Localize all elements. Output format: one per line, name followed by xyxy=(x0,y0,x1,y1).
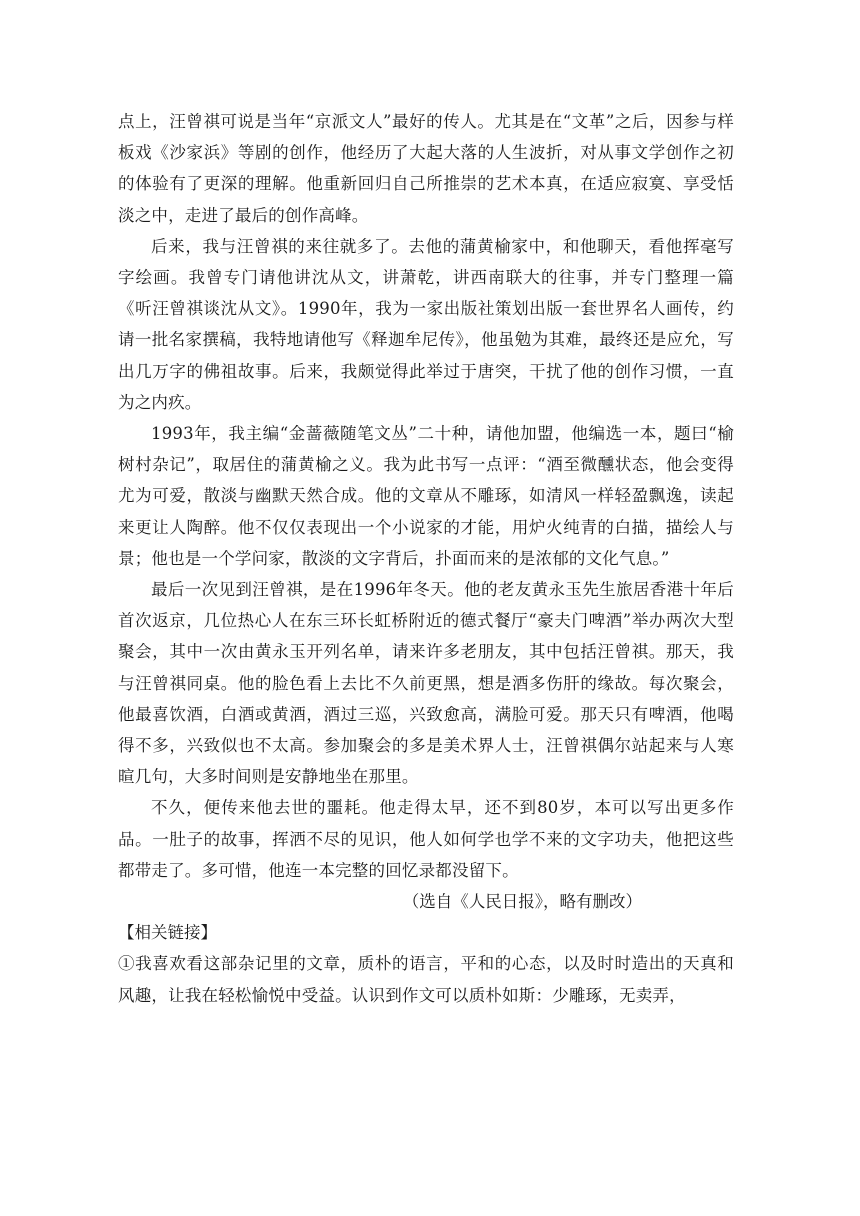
paragraph: 1993年，我主编“金蔷薇随笔文丛”二十种，请他加盟，他编选一本，题曰“榆树村杂记”，取居住的蒲黄榆之义。我为此书写一点评：“酒至微醺状态，他会变得尤为可爱，散淡与幽默天然合成。他的文章从不雕琢，如清风一样轻盈飘逸，读起来更让人陶醉。他不仅仅表现出一个小说家的才能，用炉火纯青的白描，描绘人与景；他也是一个学问家，散淡的文字背后，扑面而来的是浓郁的文化气息。” xyxy=(118,424,734,568)
source-citation: （选自《人民日报》，略有删改） xyxy=(402,892,642,912)
document-page xyxy=(118,106,734,1011)
related-link-item: ①我喜欢看这部杂记里的文章，质朴的语言，平和的心态，以及时时造出的天真和风趣，让我在轻松愉悦中受益。认识到作文可以质朴如斯：少雕琢，无卖弄， xyxy=(118,954,734,1005)
paragraph: 最后一次见到汪曾祺，是在1996年冬天。他的老友黄永玉先生旅居香港十年后首次返京，几位热心人在东三环长虹桥附近的德式餐厅“豪夫门啤酒”举办两次大型聚会，其中一次由黄永玉开列名单，请来许多老朋友，其中包括汪曾祺。那天，我与汪曾祺同桌。他的脸色看上去比不久前更黑，想是酒多伤肝的缘故。每次聚会，他最喜饮酒，白酒或黄酒，酒过三巡，兴致愈高，满脸可爱。那天只有啤酒，他喝得不多，兴致似也不太高。参加聚会的多是美术界人士，汪曾祺偶尔站起来与人寒暄几句，大多时间则是安静地坐在那里。 xyxy=(118,580,734,787)
related-links-heading: 【相关链接】 xyxy=(118,923,217,943)
paragraph: 后来，我与汪曾祺的来往就多了。去他的蒲黄榆家中，和他聊天，看他挥毫写字绘画。我曾专门请他讲沈从文，讲萧乾，讲西南联大的往事，并专门整理一篇《听汪曾祺谈沈从文》。1990年，我为一家出版社策划出版一套世界名人画传，约请一批名家撰稿，我特地请他写《释迦牟尼传》，他虽勉为其难，最终还是应允，写出几万字的佛祖故事。后来，我颇觉得此举过于唐突，干扰了他的创作习惯，一直为之内疚。 xyxy=(118,236,734,412)
paragraph-continued: 点上，汪曾祺可说是当年“京派文人”最好的传人。尤其是在“文革”之后，因参与样板戏《沙家浜》等剧的创作，他经历了大起大落的人生波折，对从事文学创作之初的体验有了更深的理解。他重新回归自己所推崇的艺术本真，在适应寂寞、享受恬淡之中，走进了最后的创作高峰。 xyxy=(118,112,734,225)
paragraph: 不久，便传来他去世的噩耗。他走得太早，还不到80岁，本可以写出更多作品。一肚子的故事，挥洒不尽的见识，他人如何学也学不来的文字功夫，他把这些都带走了。多可惜，他连一本完整的回忆录都没留下。 xyxy=(118,798,734,880)
